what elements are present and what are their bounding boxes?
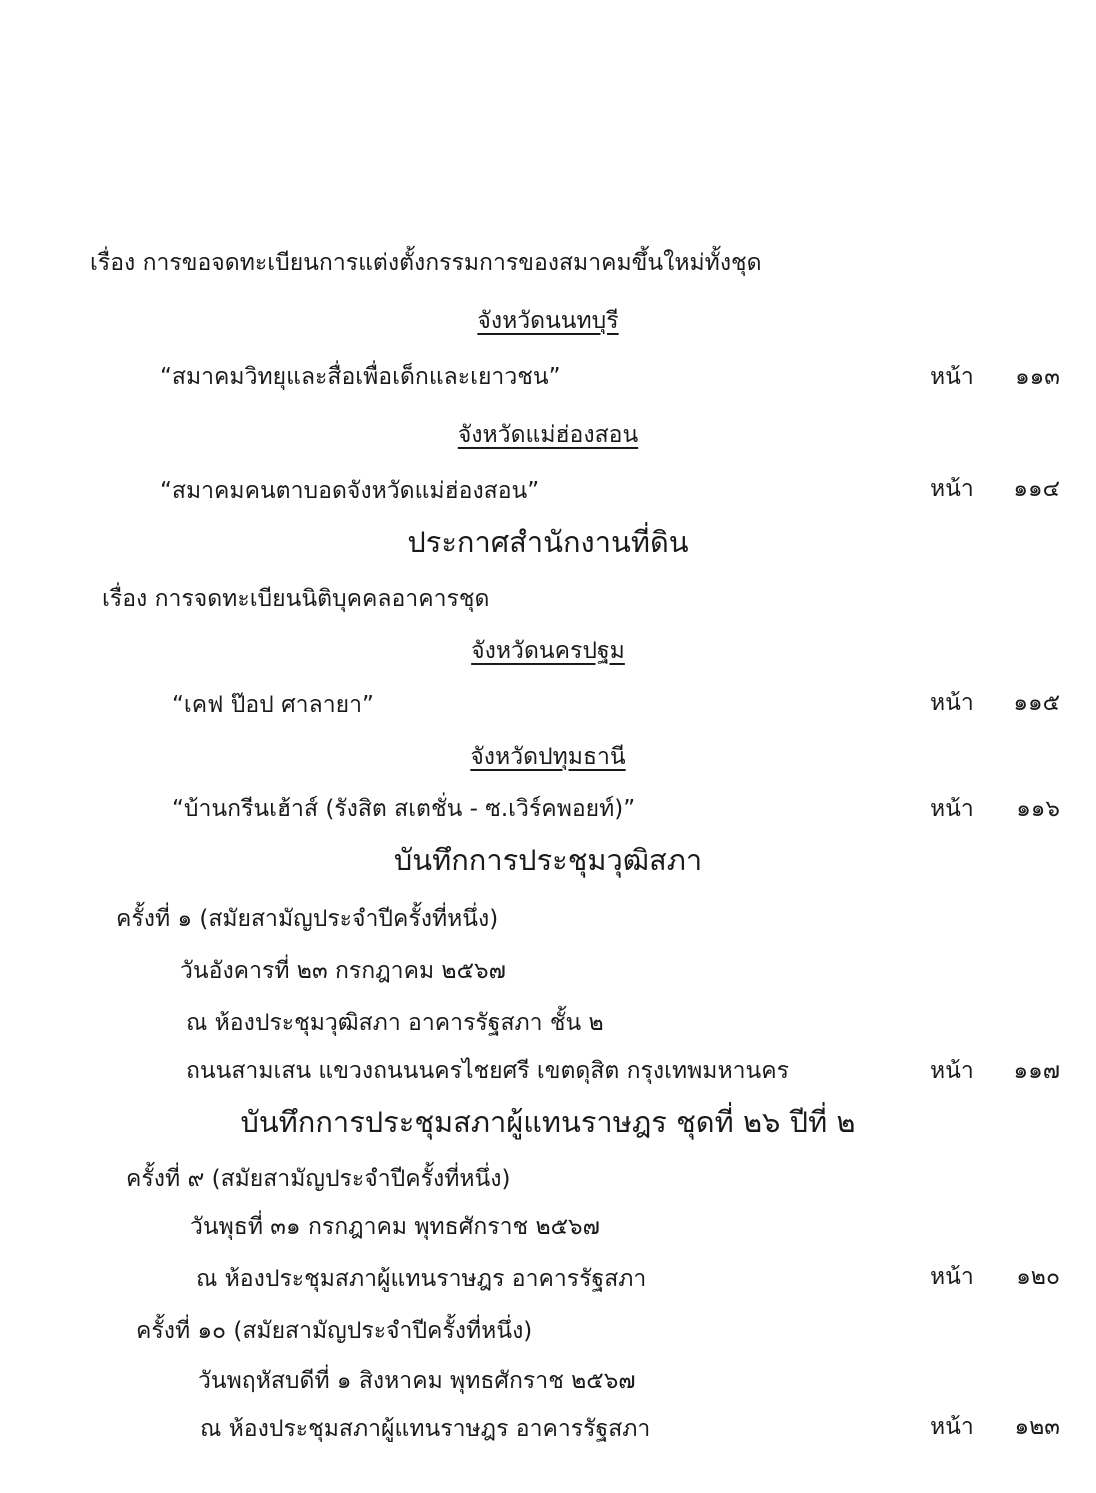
entry-blind-association: “สมาคมคนตาบอดจังหวัดแม่ฮ่องสอน” bbox=[160, 478, 540, 504]
entry-green-house: “บ้านกรีนเฮ้าส์ (รังสิต สเตชั่น - ซ.เวิร์คพอยท์)” bbox=[172, 796, 636, 822]
page-number: ๑๑๓ bbox=[1015, 364, 1060, 390]
session-date: วันอังคารที่ ๒๓ กรกฎาคม ๒๕๖๗ bbox=[180, 958, 506, 984]
page-label: หน้า bbox=[930, 364, 974, 390]
page-label: หน้า bbox=[930, 1058, 974, 1084]
province-heading-mae-hong-son: จังหวัดแม่ฮ่องสอน bbox=[457, 422, 639, 448]
subject-line-condominium: เรื่อง การจดทะเบียนนิติบุคคลอาคารชุด bbox=[102, 586, 490, 612]
province-heading-pathum-thani: จังหวัดปทุมธานี bbox=[470, 744, 626, 770]
session-venue: ณ ห้องประชุมวุฒิสภา อาคารรัฐสภา ชั้น ๒ bbox=[186, 1010, 604, 1036]
page-number: ๑๑๗ bbox=[1013, 1058, 1060, 1084]
page-label: หน้า bbox=[930, 1414, 974, 1440]
page-label: หน้า bbox=[930, 690, 974, 716]
entry-cave-pop-salaya: “เคฟ ป๊อป ศาลายา” bbox=[172, 692, 374, 718]
province-heading-nakhon-pathom: จังหวัดนครปฐม bbox=[471, 638, 625, 664]
section-heading-house-minutes: บันทึกการประชุมสภาผู้แทนราษฎร ชุดที่ ๒๖ ปีที่ ๒ bbox=[240, 1105, 856, 1139]
province-heading-nonthaburi: จังหวัดนนทบุรี bbox=[477, 308, 619, 334]
page-number: ๑๑๖ bbox=[1016, 796, 1060, 822]
page-label: หน้า bbox=[930, 1264, 974, 1290]
page-number: ๑๒๐ bbox=[1016, 1264, 1060, 1290]
entry-radio-media-association: “สมาคมวิทยุและสื่อเพื่อเด็กและเยาวชน” bbox=[160, 364, 561, 390]
section-heading-land-office: ประกาศสำนักงานที่ดิน bbox=[407, 525, 689, 559]
session-title: ครั้งที่ ๙ (สมัยสามัญประจำปีครั้งที่หนึ่ง) bbox=[126, 1166, 511, 1192]
session-venue: ณ ห้องประชุมสภาผู้แทนราษฎร อาคารรัฐสภา bbox=[200, 1416, 651, 1442]
page-number: ๑๑๕ bbox=[1013, 690, 1060, 716]
page-label: หน้า bbox=[930, 796, 974, 822]
section-heading-senate-minutes: บันทึกการประชุมวุฒิสภา bbox=[393, 843, 703, 877]
page-number: ๑๒๓ bbox=[1014, 1414, 1060, 1440]
session-date: วันพุธที่ ๓๑ กรกฎาคม พุทธศักราช ๒๕๖๗ bbox=[190, 1214, 600, 1240]
subject-line-association: เรื่อง การขอจดทะเบียนการแต่งตั้งกรรมการของสมาคมขึ้นใหม่ทั้งชุด bbox=[90, 250, 762, 276]
session-title: ครั้งที่ ๑ (สมัยสามัญประจำปีครั้งที่หนึ่ง) bbox=[116, 906, 499, 932]
session-title: ครั้งที่ ๑๐ (สมัยสามัญประจำปีครั้งที่หนึ่ง) bbox=[136, 1318, 533, 1344]
page-label: หน้า bbox=[930, 476, 974, 502]
session-date: วันพฤหัสบดีที่ ๑ สิงหาคม พุทธศักราช ๒๕๖๗ bbox=[198, 1368, 636, 1394]
session-address: ถนนสามเสน แขวงถนนนครไชยศรี เขตดุสิต กรุงเทพมหานคร bbox=[186, 1058, 789, 1084]
session-venue: ณ ห้องประชุมสภาผู้แทนราษฎร อาคารรัฐสภา bbox=[196, 1266, 647, 1292]
page-number: ๑๑๔ bbox=[1013, 476, 1060, 502]
